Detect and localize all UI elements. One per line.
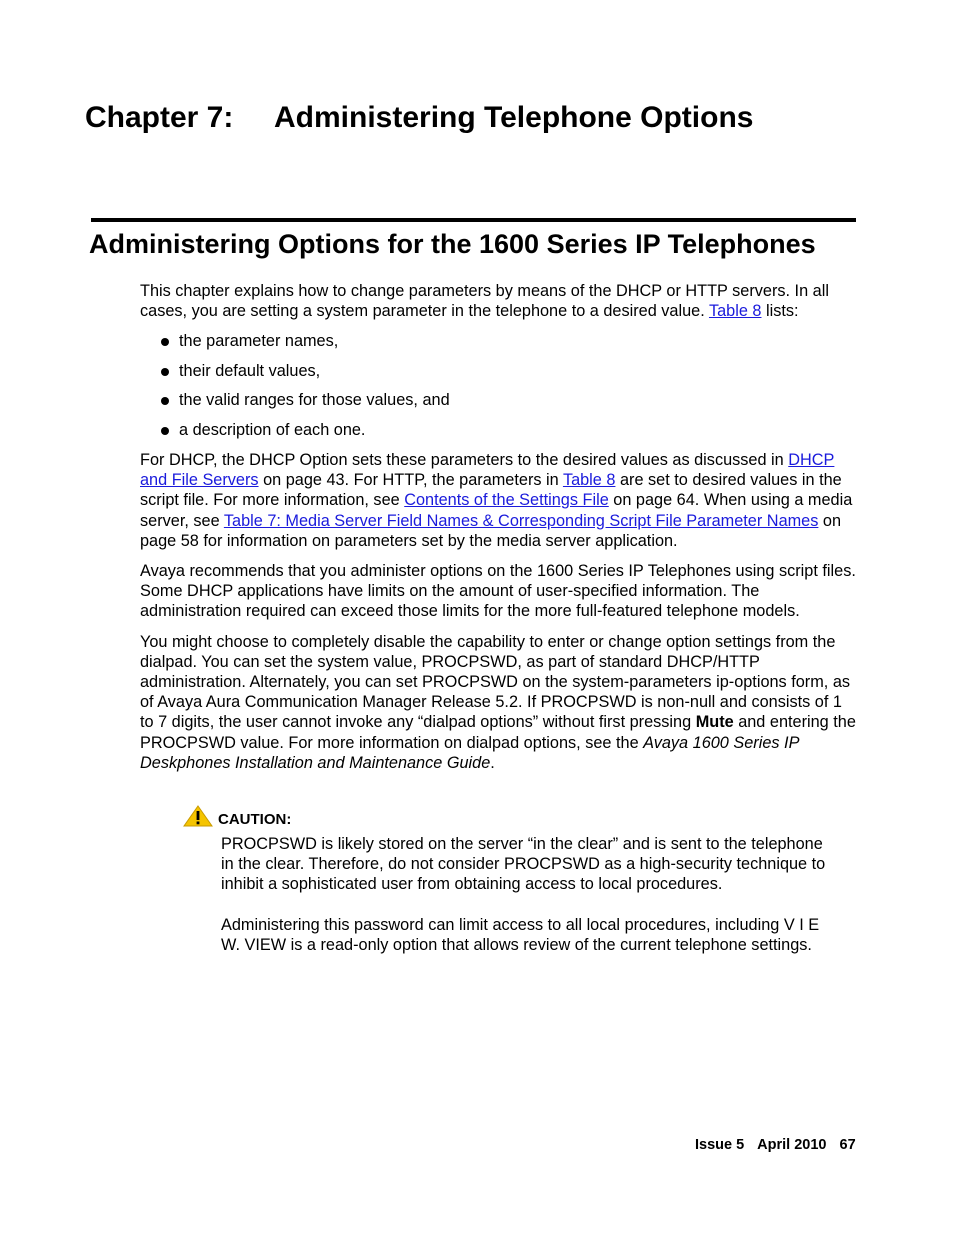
issue-date: April 2010 bbox=[757, 1137, 827, 1153]
table-7-link[interactable]: Table 7: Media Server Field Names & Corresponding Script File Parameter Names bbox=[223, 511, 819, 530]
bullet-icon bbox=[161, 368, 169, 376]
dhcp-paragraph: For DHCP, the DHCP Option sets these parameters to the desired values as discussed in DHCP and File Servers on page 43. For HTTP, the parameters in Table 8 are set to desired values in the script file. For more information, see Contents of the Settings File on page 64. When using a media server, see Table 7: Media Server Field Names & Corresponding Script File Parameter Names on page 58 for information on parameters set by the media server application. bbox=[140, 450, 853, 550]
page-footer bbox=[695, 1137, 856, 1153]
caution-body bbox=[221, 834, 831, 955]
caution-label: CAUTION: bbox=[218, 811, 292, 828]
bullet-icon bbox=[161, 427, 169, 435]
list-item: a description of each one. bbox=[140, 420, 860, 440]
parameter-list bbox=[140, 331, 860, 440]
section-title: Administering Options for the 1600 Series IP Telephones bbox=[89, 229, 816, 259]
bullet-icon bbox=[161, 338, 169, 346]
caution-paragraph: PROCPSWD is likely stored on the server “in the clear” and is sent to the telephone in the clear. Therefore, do not consider PROCPSWD as a high-security technique to inhibit a sophisticated user from obtaining access to local procedures. bbox=[221, 835, 826, 894]
chapter-heading bbox=[85, 101, 753, 135]
caution-paragraph: Administering this password can limit access to all local procedures, including V I E W. VIEW is a read-only option that allows review of the current telephone settings. bbox=[221, 915, 820, 954]
settings-file-link[interactable]: Contents of the Settings File bbox=[404, 491, 609, 510]
chapter-title: Administering Telephone Options bbox=[274, 101, 754, 134]
list-item: the valid ranges for those values, and bbox=[140, 390, 860, 410]
dhcp-file-servers-link[interactable]: DHCP and File Servers bbox=[140, 450, 835, 490]
bullet-icon bbox=[161, 397, 169, 405]
chapter-number: Chapter 7: bbox=[85, 101, 234, 134]
list-item: the parameter names, bbox=[140, 331, 860, 351]
avaya-recommendation-paragraph: Avaya recommends that you administer options on the 1600 Series IP Telephones using script files. Some DHCP applications have limits on the amount of user-specified information. The administration required can exceed those limits for the more full-featured telephone models. bbox=[140, 561, 856, 621]
guide-title: Avaya 1600 Series IP Deskphones Installation and Maintenance Guide bbox=[140, 733, 799, 772]
warning-icon bbox=[183, 805, 213, 827]
section-divider bbox=[91, 218, 856, 222]
intro-paragraph: This chapter explains how to change parameters by means of the DHCP or HTTP servers. In all cases, you are setting a system parameter in the telephone to a desired value. Table 8 lists: bbox=[140, 282, 829, 321]
table-8-link[interactable]: Table 8 bbox=[708, 302, 762, 321]
body-text bbox=[140, 281, 860, 773]
issue-label: Issue 5 bbox=[695, 1137, 745, 1153]
mute-keyword: Mute bbox=[695, 713, 734, 732]
dialpad-paragraph: You might choose to completely disable the capability to enter or change option settings from the dialpad. You can set the system value, PROCPSWD, as part of standard DHCP/HTTP administration. Alternately, you can set PROCPSWD on the system-parameters ip-options form, as of Avaya Aura Communication Manager Release 5.2. If PROCPSWD is non-null and consists of 1 to 7 digits, the user cannot invoke any “dialpad options” without first pressing Mute and entering the PROCPSWD value. For more information on dialpad options, see the Avaya 1600 Series IP Deskphones Installation and Maintenance Guide. bbox=[140, 632, 856, 772]
list-item: their default values, bbox=[140, 361, 860, 381]
page-number: 67 bbox=[839, 1137, 856, 1153]
table-8-link[interactable]: Table 8 bbox=[562, 471, 616, 490]
